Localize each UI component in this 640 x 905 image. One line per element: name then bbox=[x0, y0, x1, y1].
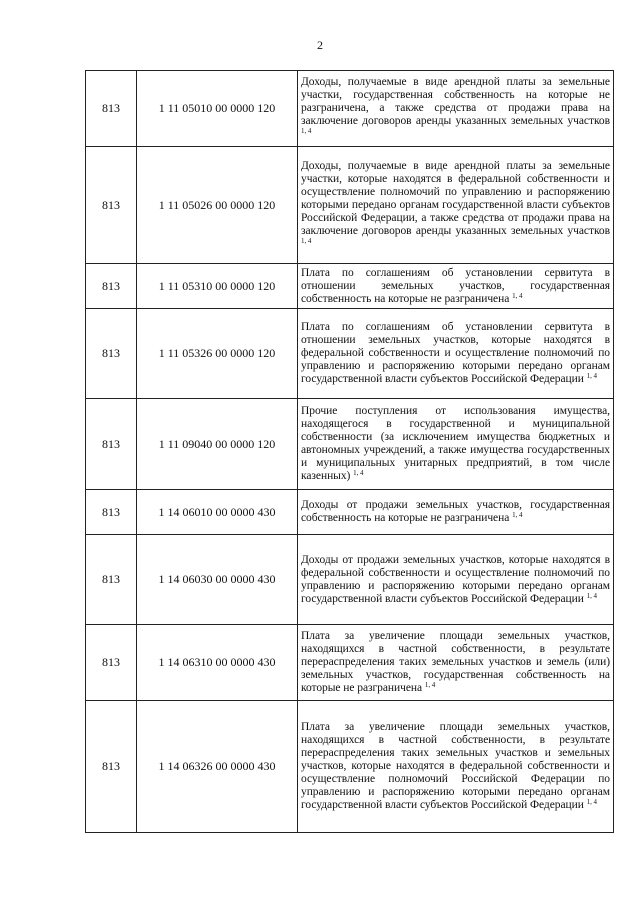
budget-code-cell: 1 11 05326 00 0000 120 bbox=[137, 309, 298, 399]
footnote-ref: 1, 4 bbox=[586, 798, 597, 806]
footnote-ref: 1, 4 bbox=[512, 291, 523, 300]
table-row bbox=[86, 309, 614, 399]
description-text: Плата за увеличение площади земельных участков, находящихся в частной собственности, в результате перераспределения таких земельных участков и земельных участков, которые находятся в федеральной собственности и осуществление полномочий Российской Федерации по управлению и распоряжению которыми передано органам государственной власти субъектов Российской Федерации bbox=[301, 721, 610, 811]
budget-code-cell: 1 11 05310 00 0000 120 bbox=[137, 264, 298, 309]
description-cell bbox=[298, 309, 614, 399]
budget-code-cell: 1 11 05010 00 0000 120 bbox=[137, 71, 298, 147]
admin-code-cell: 813 bbox=[86, 535, 137, 625]
admin-code-cell: 813 bbox=[86, 399, 137, 490]
admin-code-cell: 813 bbox=[86, 309, 137, 399]
table-row bbox=[86, 71, 614, 147]
admin-code-cell: 813 bbox=[86, 264, 137, 309]
budget-code-cell: 1 14 06010 00 0000 430 bbox=[137, 490, 298, 535]
description-text: Плата по соглашениям об установлении сервитута в отношении земельных участков, государственная собственность на которые не разграничена bbox=[301, 266, 610, 305]
table-row bbox=[86, 490, 614, 535]
footnote-ref: 1, 4 bbox=[353, 469, 364, 477]
description-cell bbox=[298, 535, 614, 625]
footnote-ref: 1, 4 bbox=[424, 681, 436, 689]
budget-code-cell: 1 14 06030 00 0000 430 bbox=[137, 535, 298, 625]
admin-code-cell: 813 bbox=[86, 490, 137, 535]
description-cell bbox=[298, 147, 614, 264]
description-text: Прочие поступления от использования имущества, находящегося в государственной и муниципальной собственности (за исключением имущества бюджетных и автономных учреждений, а также имущества государственных и муниципальных унитарных предприятий, в том числе казенных) bbox=[301, 405, 610, 482]
table-row bbox=[86, 399, 614, 490]
admin-code-cell: 813 bbox=[86, 71, 137, 147]
table-row bbox=[86, 625, 614, 701]
description-cell bbox=[298, 71, 614, 147]
description-text: Доходы от продажи земельных участков, государственная собственность на которые не разграничена bbox=[301, 499, 610, 524]
admin-code-cell: 813 bbox=[86, 147, 137, 264]
footnote-ref: 1, 4 bbox=[586, 591, 597, 600]
revenue-codes-table bbox=[85, 70, 614, 833]
description-text: Доходы от продажи земельных участков, которые находятся в федеральной собственности и осуществление полномочий по управлению и распоряжению которыми передано органам государственной власти субъектов Российской Федерации bbox=[301, 553, 610, 605]
description-cell bbox=[298, 264, 614, 309]
budget-code-cell: 1 11 05026 00 0000 120 bbox=[137, 147, 298, 264]
table-row bbox=[86, 147, 614, 264]
description-text: Плата за увеличение площади земельных участков, находящихся в частной собственности, в результате перераспределения таких земельных участков и земель (или) земельных участков, государственная собственность на которые не разграничена bbox=[301, 630, 610, 694]
description-cell bbox=[298, 399, 614, 490]
budget-code-cell: 1 14 06310 00 0000 430 bbox=[137, 625, 298, 701]
footnote-ref: 1, 4 bbox=[512, 511, 523, 519]
description-text: Доходы, получаемые в виде арендной платы за земельные участки, государственная собственность на которые не разграничена, а также средства от продажи права на заключение договоров аренды указанных земельных участков bbox=[301, 76, 610, 127]
page-number: 2 bbox=[317, 38, 323, 52]
table-row bbox=[86, 264, 614, 309]
description-text: Доходы, получаемые в виде арендной платы за земельные участки, которые находятся в федеральной собственности и осуществление полномочий по управлению и распоряжению которыми передано органам государственной власти субъектов Российской Федерации, а также средства от продажи права на заключение договоров аренды указанных земельных участков bbox=[301, 159, 610, 237]
admin-code-cell: 813 bbox=[86, 625, 137, 701]
footnote-ref: 1, 4 bbox=[301, 236, 312, 245]
budget-code-cell: 1 14 06326 00 0000 430 bbox=[137, 701, 298, 833]
description-cell bbox=[298, 701, 614, 833]
footnote-ref: 1, 4 bbox=[586, 372, 597, 380]
description-cell bbox=[298, 625, 614, 701]
description-cell bbox=[298, 490, 614, 535]
footnote-ref: 1, 4 bbox=[301, 127, 312, 135]
admin-code-cell: 813 bbox=[86, 701, 137, 833]
budget-code-cell: 1 11 09040 00 0000 120 bbox=[137, 399, 298, 490]
table-row bbox=[86, 701, 614, 833]
table-row bbox=[86, 535, 614, 625]
description-text: Плата по соглашениям об установлении сервитута в отношении земельных участков, которые находятся в федеральной собственности и осуществление полномочий по управлению и распоряжению которыми передано органам государственной власти субъектов Российской Федерации bbox=[301, 321, 610, 385]
